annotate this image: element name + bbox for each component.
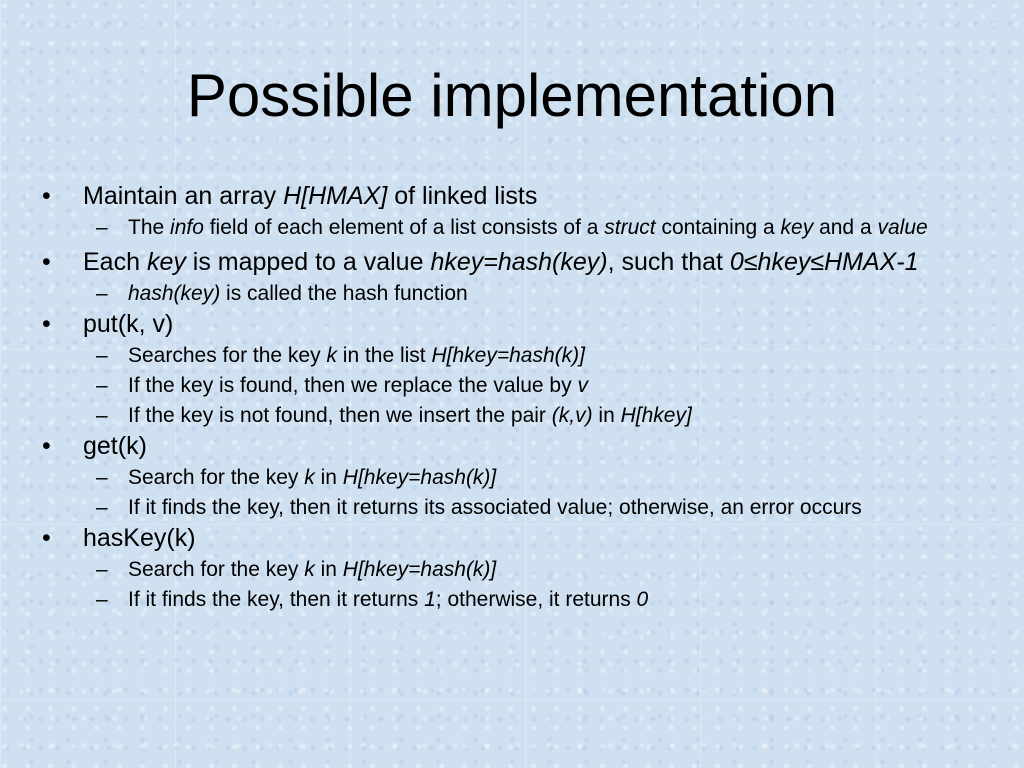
subbullet-text: The info field of each element of a list consists of a struct containing a key and a value bbox=[128, 216, 928, 239]
dash-marker: – bbox=[96, 404, 108, 427]
bullet-marker: • bbox=[42, 182, 51, 210]
bullet-put bbox=[42, 310, 982, 338]
subbullet-info-field bbox=[96, 216, 982, 240]
subbullet-text: If the key is found, then we replace the value by v bbox=[128, 374, 588, 397]
bullet-marker: • bbox=[42, 524, 51, 552]
bullet-marker: • bbox=[42, 248, 51, 276]
bullet-text: Maintain an array H[HMAX] of linked lists bbox=[83, 182, 538, 210]
bullet-haskey bbox=[42, 524, 982, 552]
bullet-text: hasKey(k) bbox=[83, 524, 196, 552]
dash-marker: – bbox=[96, 374, 108, 397]
subbullet-text: If it finds the key, then it returns 1; otherwise, it returns 0 bbox=[128, 588, 649, 611]
bullet-text: Each key is mapped to a value hkey=hash(key), such that 0≤hkey≤HMAX-1 bbox=[83, 248, 919, 276]
subbullet-text: Searches for the key k in the list H[hkey=hash(k)] bbox=[128, 344, 585, 367]
subbullet-text: If it finds the key, then it returns its associated value; otherwise, an error occurs bbox=[128, 496, 862, 519]
subbullet-text: hash(key) is called the hash function bbox=[128, 282, 468, 305]
subbullet-put-search bbox=[96, 344, 982, 368]
bullet-text: get(k) bbox=[83, 432, 147, 460]
dash-marker: – bbox=[96, 344, 108, 367]
bullet-key-mapping bbox=[42, 248, 982, 276]
subbullet-text: Search for the key k in H[hkey=hash(k)] bbox=[128, 466, 497, 489]
slide-title: Possible implementation bbox=[186, 62, 838, 129]
subbullet-text: Search for the key k in H[hkey=hash(k)] bbox=[128, 558, 497, 581]
subbullet-get-result bbox=[96, 496, 982, 520]
subbullet-get-search bbox=[96, 466, 982, 490]
slide-content bbox=[42, 180, 982, 612]
subbullet-put-found bbox=[96, 374, 982, 398]
dash-marker: – bbox=[96, 588, 108, 611]
bullet-marker: • bbox=[42, 310, 51, 338]
subbullet-text: If the key is not found, then we insert the pair (k,v) in H[hkey] bbox=[128, 404, 692, 427]
bullet-maintain-array bbox=[42, 182, 982, 210]
bullet-marker: • bbox=[42, 432, 51, 460]
bullet-text: put(k, v) bbox=[83, 310, 174, 338]
subbullet-hash-function bbox=[96, 282, 982, 306]
dash-marker: – bbox=[96, 466, 108, 489]
bullet-get bbox=[42, 432, 982, 460]
dash-marker: – bbox=[96, 216, 108, 239]
dash-marker: – bbox=[96, 558, 108, 581]
subbullet-haskey-result bbox=[96, 588, 982, 612]
subbullet-haskey-search bbox=[96, 558, 982, 582]
dash-marker: – bbox=[96, 496, 108, 519]
subbullet-put-not-found bbox=[96, 404, 982, 428]
dash-marker: – bbox=[96, 282, 108, 305]
